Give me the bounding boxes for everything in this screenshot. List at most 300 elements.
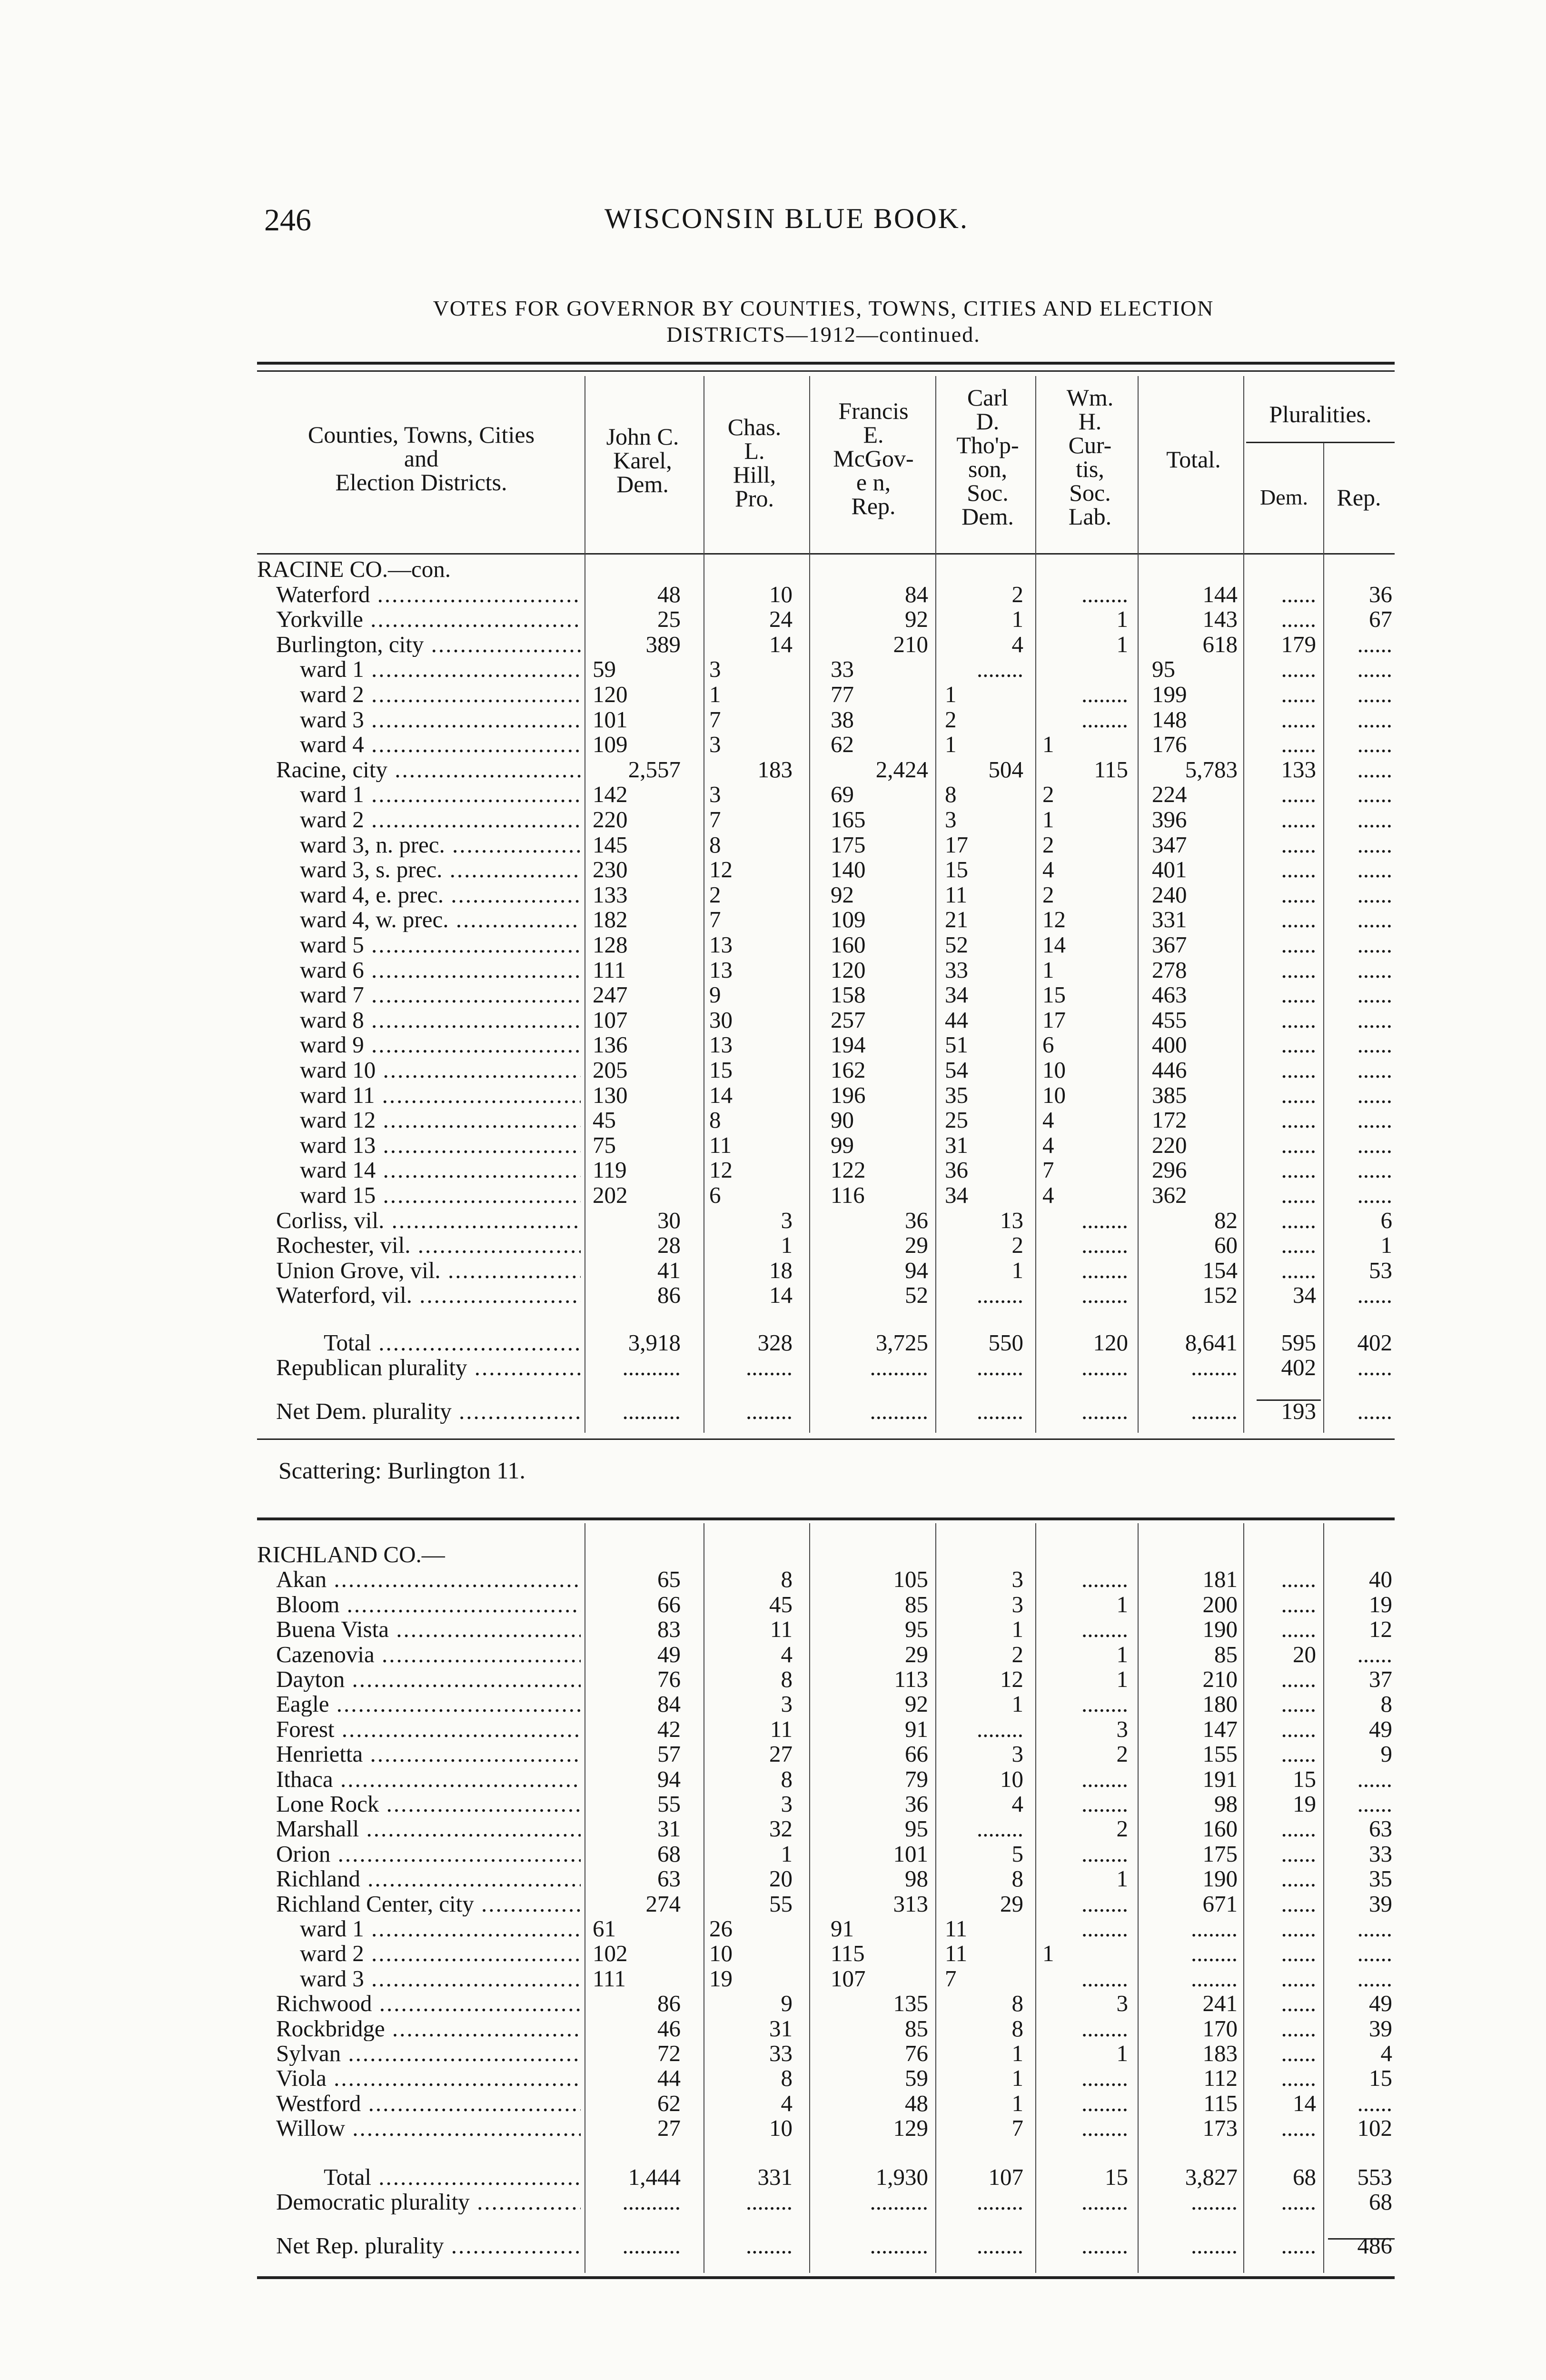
cell-mcgovern: 257 [831, 1006, 866, 1033]
cell-hill: 328 [757, 1329, 793, 1356]
table-row [257, 958, 1399, 982]
cell-dem: ...... [1281, 1741, 1316, 1767]
cell-thompson: 1 [945, 681, 957, 707]
cell-curtis: 1 [1042, 731, 1054, 758]
cell-total: 191 [1202, 1765, 1238, 1792]
cell-karel: 182 [593, 906, 628, 933]
cell-curtis: ........ [1081, 1691, 1128, 1717]
cell-rep: 19 [1369, 1591, 1392, 1617]
cell-hill: 13 [709, 932, 733, 958]
table-row [257, 1692, 1399, 1716]
table-row [257, 833, 1399, 857]
cell-karel: 68 [657, 1840, 681, 1867]
cell-karel: 28 [657, 1232, 681, 1259]
table-row [257, 907, 1399, 932]
cell-karel: 76 [657, 1666, 681, 1692]
cell-rep: 102 [1357, 2115, 1392, 2142]
cell-total: 5,783 [1185, 756, 1238, 783]
cell-total: 296 [1152, 1157, 1187, 1183]
cell-rep: ...... [1357, 906, 1392, 933]
cell-hill: 3 [781, 1691, 793, 1717]
district-name: Total ..... [324, 2165, 581, 2190]
cell-karel: 230 [593, 856, 628, 883]
cell-curtis: 1 [1116, 606, 1128, 633]
district-name: Dayton ..... [276, 1667, 581, 1692]
cell-hill: 12 [709, 1157, 733, 1183]
cell-mcgovern: 36 [905, 1791, 928, 1817]
table-row [257, 1941, 1399, 1966]
district-name: ward 4, e. prec. ..... [300, 883, 581, 907]
cell-thompson: 54 [945, 1057, 968, 1083]
cell-total: 224 [1152, 781, 1187, 808]
cell-rep: 39 [1369, 1890, 1392, 1917]
district-name: Democratic plurality ..... [276, 2190, 581, 2214]
cell-dem: ...... [1281, 2065, 1316, 2092]
cell-total: 143 [1202, 606, 1238, 633]
cell-total: 176 [1152, 731, 1187, 758]
district-name: ward 3, n. prec. ..... [300, 833, 581, 857]
cell-thompson: 17 [945, 831, 968, 858]
cell-mcgovern: 48 [905, 2090, 928, 2116]
col-head-plurality-dem-l1: Dem. [1260, 485, 1308, 509]
cell-karel: 274 [645, 1890, 681, 1917]
district-name: RICHLAND CO.— [257, 1542, 445, 1567]
district-name: Union Grove, vil. ..... [276, 1258, 581, 1283]
cell-curtis: 120 [1093, 1329, 1128, 1356]
cell-hill: 7 [709, 906, 721, 933]
table-row [257, 2190, 1399, 2214]
cell-karel: 86 [657, 1990, 681, 2017]
cell-hill: 14 [709, 1081, 733, 1108]
cell-karel: 111 [593, 956, 626, 983]
cell-mcgovern: 92 [831, 881, 854, 908]
cell-total: 671 [1202, 1890, 1238, 1917]
column-rule [1243, 1523, 1244, 2273]
district-name: Rockbridge ..... [276, 2016, 581, 2041]
cell-rep: 63 [1369, 1815, 1392, 1842]
col-head-mcgovern [809, 399, 938, 518]
cell-total: 190 [1202, 1865, 1238, 1892]
cell-dem: ...... [1281, 1915, 1316, 1942]
cell-total: ........ [1191, 1940, 1238, 1967]
col-head-districts-l2: and [404, 445, 439, 472]
col-head-districts-l3: Election Districts. [335, 469, 507, 496]
district-name: ward 2 ..... [300, 1941, 581, 1966]
cell-hill: 13 [709, 1031, 733, 1058]
district-name: Richland Center, city ..... [276, 1892, 581, 1916]
col-head-pluralities-l1: Pluralities. [1269, 401, 1372, 427]
cell-rep: ...... [1357, 856, 1392, 883]
col-head-total [1142, 447, 1245, 471]
col-head-plurality-dem [1247, 486, 1321, 509]
cell-curtis: 6 [1042, 1031, 1054, 1058]
cell-dem: ...... [1281, 1257, 1316, 1283]
cell-curtis: 3 [1116, 1716, 1128, 1742]
cell-rep: ...... [1357, 1915, 1392, 1942]
district-name: ward 7 ..... [300, 982, 581, 1007]
cell-karel: 202 [593, 1182, 628, 1208]
cell-hill: 10 [709, 1940, 733, 1967]
cell-rep: ...... [1357, 1791, 1392, 1817]
cell-mcgovern: 158 [831, 982, 866, 1008]
cell-thompson: 1 [1011, 2065, 1023, 2092]
cell-hill: 14 [769, 631, 793, 657]
cell-karel: 48 [657, 581, 681, 607]
table-row [257, 732, 1399, 757]
district-name: Buena Vista ..... [276, 1617, 581, 1642]
table-row [257, 1058, 1399, 1082]
district-name: ward 12 ..... [300, 1108, 581, 1132]
district-name: Henrietta ..... [276, 1742, 581, 1766]
cell-dem: ...... [1281, 1057, 1316, 1083]
cell-curtis: ........ [1081, 1840, 1128, 1867]
cell-curtis: 1 [1042, 1940, 1054, 1967]
cell-dem: ...... [1281, 2040, 1316, 2066]
cell-rep: 402 [1357, 1329, 1392, 1356]
cell-thompson: 8 [1011, 1990, 1023, 2017]
district-name: Richland ..... [276, 1866, 581, 1891]
cell-rep: 12 [1369, 1616, 1392, 1643]
table-subtitle-line1: VOTES FOR GOVERNOR BY COUNTIES, TOWNS, CITIES AND ELECTION [433, 296, 1214, 320]
cell-dem: ...... [1281, 731, 1316, 758]
cell-dem: 179 [1281, 631, 1316, 657]
table-row [257, 1108, 1399, 1132]
district-name: ward 3, s. prec. ..... [300, 857, 581, 882]
col-head-districts [257, 423, 585, 494]
cell-total: 148 [1152, 706, 1187, 733]
cell-mcgovern: 62 [831, 731, 854, 758]
district-name: ward 4 ..... [300, 732, 581, 757]
cell-karel: 2,557 [628, 756, 681, 783]
cell-thompson: 1 [1011, 606, 1023, 633]
cell-curtis: ........ [1081, 1398, 1128, 1424]
cell-thompson: 11 [945, 1940, 968, 1967]
col-head-curtis-l1: Wm. [1066, 384, 1114, 411]
district-name: Racine, city ..... [276, 757, 581, 782]
cell-dem: 20 [1293, 1641, 1316, 1667]
cell-total: 82 [1214, 1207, 1238, 1233]
cell-rep: 486 [1357, 2232, 1392, 2259]
col-head-total-l1: Total. [1166, 446, 1221, 473]
table-row [257, 1991, 1399, 2016]
cell-hill: 13 [709, 956, 733, 983]
cell-dem: ...... [1281, 1006, 1316, 1033]
cell-dem: 14 [1293, 2090, 1316, 2116]
cell-dem: 402 [1281, 1354, 1316, 1380]
cell-hill: 14 [769, 1282, 793, 1309]
table-row [257, 1399, 1399, 1424]
table-row [257, 1842, 1399, 1866]
cell-rep: 37 [1369, 1666, 1392, 1692]
table-row [257, 2066, 1399, 2091]
cell-curtis: ........ [1081, 1257, 1128, 1283]
cell-thompson: 12 [1000, 1666, 1023, 1692]
cell-hill: 3 [709, 781, 721, 808]
page-bottom-rule [257, 2276, 1395, 2279]
cell-curtis: 3 [1116, 1990, 1128, 2017]
cell-karel: 59 [593, 656, 616, 683]
cell-rep: ...... [1357, 1765, 1392, 1792]
cell-curtis: ........ [1081, 2065, 1128, 2092]
cell-total: 155 [1202, 1741, 1238, 1767]
cell-thompson: 36 [945, 1157, 968, 1183]
cell-karel: 120 [593, 681, 628, 707]
cell-curtis: ........ [1081, 2189, 1128, 2215]
cell-rep: 6 [1380, 1207, 1392, 1233]
header-bottom-rule [257, 553, 1395, 555]
cell-thompson: 31 [945, 1131, 968, 1158]
table-row [257, 1916, 1399, 1941]
cell-total: 241 [1202, 1990, 1238, 2017]
table-row [257, 1792, 1399, 1816]
cell-dem: ...... [1281, 1232, 1316, 1259]
cell-mcgovern: 1,930 [875, 2164, 928, 2190]
cell-mcgovern: 115 [831, 1940, 865, 1967]
cell-dem: ...... [1281, 1940, 1316, 1967]
header-top-rule-thin [257, 370, 1395, 372]
cell-total: 147 [1202, 1716, 1238, 1742]
cell-dem: ...... [1281, 656, 1316, 683]
cell-thompson: 2 [945, 706, 957, 733]
cell-karel: 86 [657, 1282, 681, 1309]
cell-thompson: 2 [1011, 1641, 1023, 1667]
cell-dem: ...... [1281, 581, 1316, 607]
col-head-thompson-l3: Tho'p- [956, 432, 1019, 458]
cell-mcgovern: 105 [893, 1566, 928, 1593]
cell-hill: 32 [769, 1815, 793, 1842]
cell-total: 95 [1152, 656, 1175, 683]
cell-curtis: 4 [1042, 1131, 1054, 1158]
table-row [257, 1592, 1399, 1617]
cell-hill: 26 [709, 1915, 733, 1942]
cell-curtis: ........ [1081, 1965, 1128, 1992]
cell-hill: ........ [746, 1354, 793, 1380]
cell-mcgovern: 122 [831, 1157, 866, 1183]
table-row [257, 2116, 1399, 2141]
district-name: Burlington, city ..... [276, 632, 581, 657]
column-rule [809, 1523, 810, 2273]
cell-thompson: 35 [945, 1081, 968, 1108]
district-name: Richwood ..... [276, 1991, 581, 2016]
scattering-note: Scattering: Burlington 11. [278, 1457, 525, 1484]
cell-total: 160 [1202, 1815, 1238, 1842]
cell-dem: ...... [1281, 1691, 1316, 1717]
district-name: ward 11 ..... [300, 1083, 581, 1108]
cell-mcgovern: 99 [831, 1131, 854, 1158]
district-name: ward 13 ..... [300, 1133, 581, 1158]
cell-thompson: ........ [977, 2189, 1023, 2215]
cell-curtis: ........ [1081, 1207, 1128, 1233]
cell-hill: 7 [709, 806, 721, 833]
cell-rep: ...... [1357, 956, 1392, 983]
cell-dem: 595 [1281, 1329, 1316, 1356]
cell-curtis: 4 [1042, 1182, 1054, 1208]
cell-curtis: 4 [1042, 1107, 1054, 1133]
cell-dem: 34 [1293, 1282, 1316, 1309]
cell-dem: ...... [1281, 1716, 1316, 1742]
table-row [257, 883, 1399, 907]
cell-dem: ...... [1281, 606, 1316, 633]
cell-hill: 1 [709, 681, 721, 707]
cell-mcgovern: 84 [905, 581, 928, 607]
column-rule [935, 1523, 936, 2273]
table-row [257, 1966, 1399, 1991]
col-head-hill-l1: Chas. [727, 414, 782, 440]
cell-thompson: ........ [977, 2232, 1023, 2259]
cell-karel: 45 [593, 1107, 616, 1133]
cell-dem: ...... [1281, 1207, 1316, 1233]
col-head-thompson-l5: Soc. [967, 479, 1009, 506]
cell-total: 180 [1202, 1691, 1238, 1717]
table-row [257, 2016, 1399, 2041]
cell-curtis: 12 [1042, 906, 1066, 933]
cell-thompson: 8 [1011, 2015, 1023, 2042]
cell-thompson: 1 [1011, 1691, 1023, 1717]
cell-total: 199 [1152, 681, 1187, 707]
cell-total: 85 [1214, 1641, 1238, 1667]
cell-curtis: 1 [1116, 631, 1128, 657]
cell-thompson: 1 [1011, 2090, 1023, 2116]
table-row [257, 782, 1399, 807]
cell-rep: ...... [1357, 831, 1392, 858]
cell-thompson: 4 [1011, 1791, 1023, 1817]
cell-curtis: 15 [1105, 2164, 1128, 2190]
cell-hill: 24 [769, 606, 793, 633]
table-row [257, 682, 1399, 707]
district-name: Total ..... [324, 1330, 581, 1355]
cell-mcgovern: .......... [870, 2189, 928, 2215]
district-name: ward 14 ..... [300, 1158, 581, 1182]
column-rule [1035, 376, 1036, 1433]
col-head-curtis [1040, 386, 1140, 528]
cell-mcgovern: 98 [905, 1865, 928, 1892]
cell-mcgovern: 91 [905, 1716, 928, 1742]
cell-dem: ...... [1281, 1890, 1316, 1917]
cell-mcgovern: 120 [831, 956, 866, 983]
cell-hill: 8 [709, 831, 721, 858]
table-row [257, 2041, 1399, 2066]
cell-hill: 9 [709, 982, 721, 1008]
cell-thompson: 21 [945, 906, 968, 933]
cell-karel: 1,444 [628, 2164, 681, 2190]
cell-dem: ...... [1281, 881, 1316, 908]
cell-dem: ...... [1281, 1182, 1316, 1208]
cell-dem: 19 [1293, 1791, 1316, 1817]
cell-total: 170 [1202, 2015, 1238, 2042]
cell-curtis: ........ [1081, 1232, 1128, 1259]
cell-dem: ...... [1281, 1815, 1316, 1842]
cell-hill: 3 [781, 1207, 793, 1233]
cell-karel: 31 [657, 1815, 681, 1842]
cell-rep: 67 [1369, 606, 1392, 633]
cell-hill: 183 [757, 756, 793, 783]
cell-karel: 220 [593, 806, 628, 833]
cell-mcgovern: 85 [905, 2015, 928, 2042]
cell-karel: 3,918 [628, 1329, 681, 1356]
cell-rep: ...... [1357, 881, 1392, 908]
table-row [257, 1355, 1399, 1380]
col-head-plurality-rep [1323, 486, 1395, 509]
column-rule [809, 376, 810, 1433]
cell-karel: 65 [657, 1566, 681, 1593]
cell-rep: 68 [1369, 2189, 1392, 2215]
cell-thompson: 29 [1000, 1890, 1023, 1917]
cell-curtis: ........ [1081, 2115, 1128, 2142]
table-row [257, 1742, 1399, 1766]
col-head-karel-l3: Dem. [616, 471, 669, 497]
cell-karel: 205 [593, 1057, 628, 1083]
cell-mcgovern: 69 [831, 781, 854, 808]
cell-mcgovern: 2,424 [875, 756, 928, 783]
cell-karel: 55 [657, 1791, 681, 1817]
cell-hill: 10 [769, 2115, 793, 2142]
cell-rep: 8 [1380, 1691, 1392, 1717]
cell-mcgovern: 92 [905, 1691, 928, 1717]
cell-thompson: ........ [977, 1282, 1023, 1309]
column-rule [1138, 1523, 1139, 2273]
district-name: Westford ..... [276, 2091, 581, 2116]
cell-thompson: 3 [1011, 1566, 1023, 1593]
cell-thompson: 504 [988, 756, 1023, 783]
cell-dem: ...... [1281, 856, 1316, 883]
cell-thompson: 3 [1011, 1591, 1023, 1617]
col-head-pluralities [1246, 402, 1395, 426]
cell-karel: 94 [657, 1765, 681, 1792]
cell-rep: ...... [1357, 982, 1392, 1008]
cell-mcgovern: 175 [831, 831, 866, 858]
cell-karel: 25 [657, 606, 681, 633]
cell-curtis: ........ [1081, 2090, 1128, 2116]
table-row [257, 582, 1399, 607]
cell-karel: 62 [657, 2090, 681, 2116]
cell-hill: 8 [781, 1765, 793, 1792]
cell-karel: 72 [657, 2040, 681, 2066]
cell-total: 173 [1202, 2115, 1238, 2142]
cell-mcgovern: 109 [831, 906, 866, 933]
cell-hill: 8 [709, 1107, 721, 1133]
cell-dem: ...... [1281, 831, 1316, 858]
cell-dem: ...... [1281, 681, 1316, 707]
table-row [257, 807, 1399, 832]
district-name: Viola ..... [276, 2066, 581, 2091]
header-top-rule [257, 362, 1395, 365]
cell-curtis: 1 [1116, 1591, 1128, 1617]
table-row [257, 2091, 1399, 2116]
cell-total: 98 [1214, 1791, 1238, 1817]
cell-rep: 36 [1369, 581, 1392, 607]
district-name: RACINE CO.—con. [257, 557, 451, 582]
cell-dem: 15 [1293, 1765, 1316, 1792]
cell-thompson: 11 [945, 881, 968, 908]
cell-total: 3,827 [1185, 2164, 1238, 2190]
cell-rep: ...... [1357, 1940, 1392, 1967]
table-row [257, 1032, 1399, 1057]
cell-mcgovern: 90 [831, 1107, 854, 1133]
column-rule [1035, 1523, 1036, 2273]
cell-total: 152 [1202, 1282, 1238, 1309]
cell-rep: ...... [1357, 1031, 1392, 1058]
richland-top-rule [257, 1517, 1395, 1520]
cell-total: 463 [1152, 982, 1187, 1008]
cell-thompson: 1 [1011, 2040, 1023, 2066]
cell-thompson: 33 [945, 956, 968, 983]
district-name: ward 10 ..... [300, 1058, 581, 1082]
cell-total: 347 [1152, 831, 1187, 858]
cell-curtis: ........ [1081, 681, 1128, 707]
cell-hill: 12 [709, 856, 733, 883]
district-name: ward 2 ..... [300, 807, 581, 832]
cell-curtis: ........ [1081, 1616, 1128, 1643]
